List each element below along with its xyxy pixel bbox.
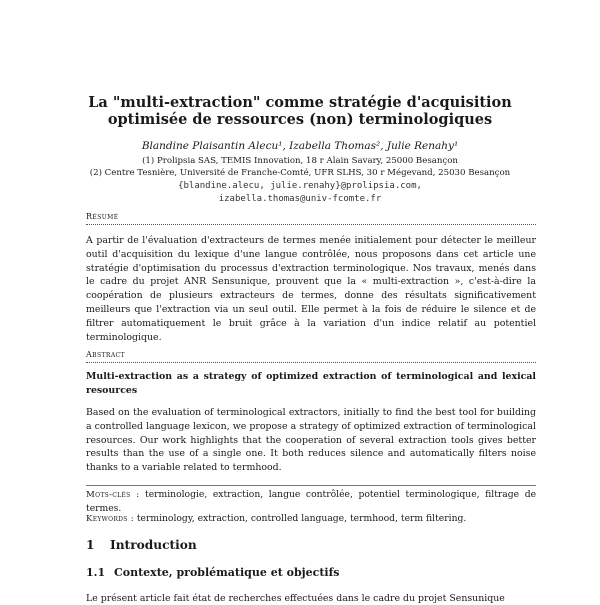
title-line-1: La "multi-extraction" comme stratégie d'acquisition [88, 94, 512, 111]
paper-title [80, 94, 520, 128]
keywords [86, 512, 536, 526]
author-emails [60, 180, 540, 206]
email-line-2: izabella.thomas@univ-fcomte.fr [218, 194, 382, 204]
section-number: 1 [86, 538, 95, 552]
mots-cles-text: terminologie, extraction, langue contrôlée, potentiel terminologique, filtrage de termes. [86, 489, 537, 514]
abstract-paragraph: Based on the evaluation of terminological extractors, initially to find the best tool for building a controlled language lexicon, we propose a strategy of optimized extraction of terminological resources. Our work highlights that the cooperation of several extraction tools gives better results than the use of a single one. It both reduces silence and automatically filters noise thanks to a variable related to termhood. [86, 407, 536, 474]
mots-cles [86, 485, 536, 515]
resume-heading [86, 212, 536, 225]
abstract-title: Multi-extraction as a strategy of optimized extraction of terminological and lexical resources [86, 371, 536, 396]
subsection-number: 1.1 [86, 566, 106, 579]
body-paragraph-start: Le présent article fait état de recherches effectuées dans le cadre du projet Sensunique [86, 593, 505, 604]
subsection-heading [86, 566, 340, 579]
section-title: Introduction [110, 538, 197, 552]
keywords-text: terminology, extraction, controlled language, termhood, term filtering. [136, 513, 467, 524]
keywords-label: Keywords : [86, 514, 134, 524]
resume-heading-label: Résumé [86, 212, 123, 221]
affiliation-1: (1) Prolipsia SAS, TEMIS Innovation, 18 r Alain Savary, 25000 Besançon [142, 156, 458, 166]
author-list: Blandine Plaisantin Alecu¹, Izabella Thomas², Julie Renahy¹ [141, 140, 459, 152]
resume-paragraph: A partir de l'évaluation d'extracteurs de termes menée initialement pour détecter le meilleur outil d'acquisition du lexique d'une langue contrôlée, nous proposons dans cet article une stratégie d'optimisation du processus d'extraction terminologique. Nos travaux, menés dans le cadre du projet ANR Sensunique, prouvent que la « multi-extraction », c'est-à-dire la coopération de plusieurs extracteurs de termes, donne des résultats significativement meilleurs que l'extraction via un seul outil. Elle permet à la fois de réduire le silence et de filtrer automatiquement le bruit grâce à la variation d'un indice relatif au potentiel terminologique. [86, 235, 536, 343]
abstract-heading-label: Abstract [86, 350, 129, 359]
title-line-2: optimisée de ressources (non) terminologiques [107, 111, 493, 128]
affiliation-2: (2) Centre Tesnière, Université de Franche-Comté, UFR SLHS, 30 r Mégevand, 25030 Besançon [89, 168, 511, 178]
abstract-heading [86, 350, 536, 363]
subsection-title: Contexte, problématique et objectifs [114, 566, 340, 579]
section-heading [86, 538, 197, 552]
mots-cles-label: Mots-clés : [86, 490, 140, 500]
email-line-1: {blandine.alecu, julie.renahy}@prolipsia.com, [178, 181, 422, 191]
